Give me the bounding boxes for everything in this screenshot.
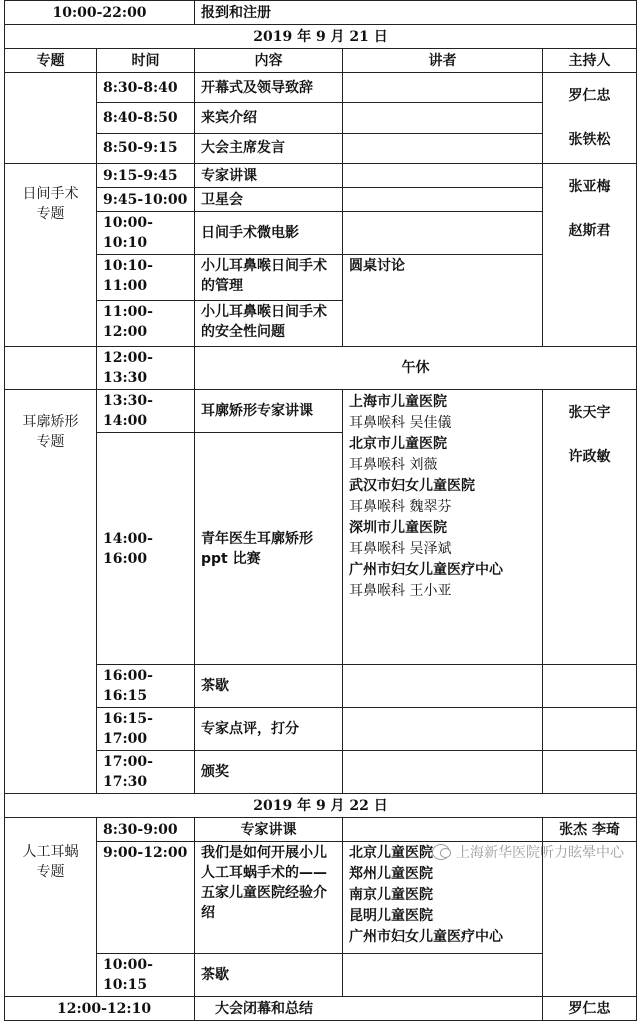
ci-tea-speaker: [343, 954, 543, 997]
header-content: 内容: [195, 49, 343, 73]
ds-content-1: 专家讲课: [195, 164, 343, 188]
registration-time: 10:00-22:00: [5, 1, 195, 25]
ep-person-3: 耳鼻喉科 魏翠芬: [349, 499, 452, 515]
cochlear-row: [5, 818, 637, 842]
ds-content-5: 小儿耳鼻喉日间手术的安全性问题: [195, 301, 343, 347]
ci-lecture-content: 专家讲课: [195, 818, 343, 842]
day-surgery-topic-line2: 专题: [36, 206, 65, 222]
ci-hospital-1: 北京儿童医院: [349, 845, 434, 861]
opening-row: [5, 133, 637, 163]
day-surgery-topic-line1: 日间手术: [22, 186, 79, 202]
ep-contest-content: 青年医生耳廓矫形 ppt 比赛: [195, 433, 343, 665]
earplasty-topic: [5, 390, 97, 794]
lunch-time: 12:00-13:30: [97, 347, 195, 390]
ci-lecture-speaker: [343, 818, 543, 842]
ep-time-review: 16:15-17:00: [97, 708, 195, 751]
cochlear-topic-line2: 专题: [36, 864, 65, 880]
opening-row: [5, 73, 637, 103]
opening-topic-cell: [5, 73, 97, 164]
ci-exp-time: 9:00-12:00: [97, 842, 195, 954]
ep-hospital-2: 北京市儿童医院: [349, 436, 448, 452]
header-time: 时间: [97, 49, 195, 73]
wechat-icon: [432, 844, 450, 860]
closing-label: 大会闭幕和总结: [195, 997, 543, 1021]
ep-host-review: [543, 708, 637, 751]
agenda-sheet: [4, 0, 636, 1021]
ep-time-award: 17:00-17:30: [97, 751, 195, 794]
ep-hospital-4: 深圳市儿童医院: [349, 520, 448, 536]
ep-person-5: 耳鼻喉科 王小亚: [349, 583, 452, 599]
opening-speaker-1: [343, 73, 543, 103]
day-surgery-row: [5, 164, 637, 188]
ds-content-2: 卫星会: [195, 188, 343, 212]
day2-date: 2019 年 9 月 22 日: [5, 794, 637, 818]
opening-row: [5, 103, 637, 133]
cochlear-host-blank: [543, 842, 637, 997]
opening-speaker-3: [343, 133, 543, 163]
earplasty-hosts: [543, 390, 637, 665]
day2-date-row: [5, 794, 637, 818]
day-surgery-row: [5, 188, 637, 212]
header-host: 主持人: [543, 49, 637, 73]
ep-lecture-time: 13:30-14:00: [97, 390, 195, 433]
ep-speaker-award: [343, 751, 543, 794]
ds-time-2: 9:45-10:00: [97, 188, 195, 212]
lunch-label: 午休: [195, 347, 637, 390]
day1-date-row: [5, 25, 637, 49]
ds-speaker-1: [343, 164, 543, 188]
ep-host-tea: [543, 665, 637, 708]
ep-speakers: [343, 390, 543, 665]
host-zhang-ty: 张天宇: [568, 405, 611, 421]
host-zhang-ym: 张亚梅: [568, 179, 611, 195]
ds-time-1: 9:15-9:45: [97, 164, 195, 188]
ep-person-4: 耳鼻喉科 吴泽斌: [349, 541, 452, 557]
ep-speaker-tea: [343, 665, 543, 708]
earplasty-row: [5, 665, 637, 708]
ep-time-tea: 16:00-16:15: [97, 665, 195, 708]
ci-hospital-3: 南京儿童医院: [349, 887, 434, 903]
earplasty-topic-line1: 耳廓矫形: [22, 414, 79, 430]
ds-content-4: 小儿耳鼻喉日间手术的管理: [195, 255, 343, 301]
day-surgery-topic: [5, 164, 97, 347]
closing-host: 罗仁忠: [543, 997, 637, 1021]
opening-content-2: 来宾介绍: [195, 103, 343, 133]
opening-content-1: 开幕式及领导致辞: [195, 73, 343, 103]
day-surgery-row: [5, 255, 637, 301]
header-topic: 专题: [5, 49, 97, 73]
cochlear-row: [5, 954, 637, 997]
closing-time: 12:00-12:10: [5, 997, 195, 1021]
earplasty-topic-line2: 专题: [36, 434, 65, 450]
ci-tea-time: 10:00-10:15: [97, 954, 195, 997]
agenda-table: [4, 0, 637, 1021]
watermark: [432, 842, 624, 862]
roundtable: 圆桌讨论: [343, 255, 543, 347]
ci-hospital-5: 广州市妇女儿童医疗中心: [349, 929, 504, 945]
ds-time-5: 11:00-12:00: [97, 301, 195, 347]
ds-content-3: 日间手术微电影: [195, 212, 343, 255]
opening-speaker-2: [343, 103, 543, 133]
ds-speaker-2: [343, 188, 543, 212]
closing-row: [5, 997, 637, 1021]
ci-exp-content: 我们是如何开展小儿人工耳蜗手术的——五家儿童医院经验介绍: [195, 842, 343, 954]
ep-content-review: 专家点评，打分: [195, 708, 343, 751]
opening-content-3: 大会主席发言: [195, 133, 343, 163]
ep-speaker-review: [343, 708, 543, 751]
ep-host-award: [543, 751, 637, 794]
ep-person-2: 耳鼻喉科 刘薇: [349, 457, 438, 473]
ci-hospital-2: 郑州儿童医院: [349, 866, 434, 882]
ds-time-3: 10:00-10:10: [97, 212, 195, 255]
day1-date: 2019 年 9 月 21 日: [5, 25, 637, 49]
day-surgery-row: [5, 212, 637, 255]
header-speaker: 讲者: [343, 49, 543, 73]
lunch-row: [5, 347, 637, 390]
host-zhao: 赵斯君: [568, 223, 611, 239]
opening-hosts: [543, 73, 637, 164]
opening-time-2: 8:40-8:50: [97, 103, 195, 133]
ci-tea-content: 茶歇: [195, 954, 343, 997]
opening-time-1: 8:30-8:40: [97, 73, 195, 103]
ep-contest-time: 14:00-16:00: [97, 433, 195, 665]
ep-hospital-5: 广州市妇女儿童医疗中心: [349, 562, 504, 578]
ep-hospital-3: 武汉市妇女儿童医院: [349, 478, 476, 494]
cochlear-topic-line1: 人工耳蜗: [22, 844, 79, 860]
host-luo: 罗仁忠: [568, 88, 611, 104]
ep-content-tea: 茶歇: [195, 665, 343, 708]
earplasty-row: [5, 708, 637, 751]
ep-hospital-1: 上海市儿童医院: [349, 394, 448, 410]
lunch-topic-cell: [5, 347, 97, 390]
watermark-text: 上海新华医院听力眩晕中心: [456, 845, 624, 861]
ci-lecture-time: 8:30-9:00: [97, 818, 195, 842]
earplasty-row: [5, 751, 637, 794]
ci-hospital-4: 昆明儿童医院: [349, 908, 434, 924]
ds-speaker-3: [343, 212, 543, 255]
ep-content-award: 颁奖: [195, 751, 343, 794]
day-surgery-hosts: [543, 164, 637, 347]
ep-lecture-content: 耳廓矫形专家讲课: [195, 390, 343, 433]
cochlear-topic: [5, 818, 97, 997]
cochlear-hosts: 张杰 李琦: [543, 818, 637, 842]
registration-row: [5, 1, 637, 25]
host-zhang-ts: 张铁松: [568, 132, 611, 148]
header-row: [5, 49, 637, 73]
ds-time-4: 10:10-11:00: [97, 255, 195, 301]
ep-person-1: 耳鼻喉科 吴佳儀: [349, 415, 452, 431]
earplasty-row: [5, 390, 637, 433]
opening-time-3: 8:50-9:15: [97, 133, 195, 163]
host-xu: 许政敏: [568, 449, 611, 465]
registration-label: 报到和注册: [195, 1, 637, 25]
